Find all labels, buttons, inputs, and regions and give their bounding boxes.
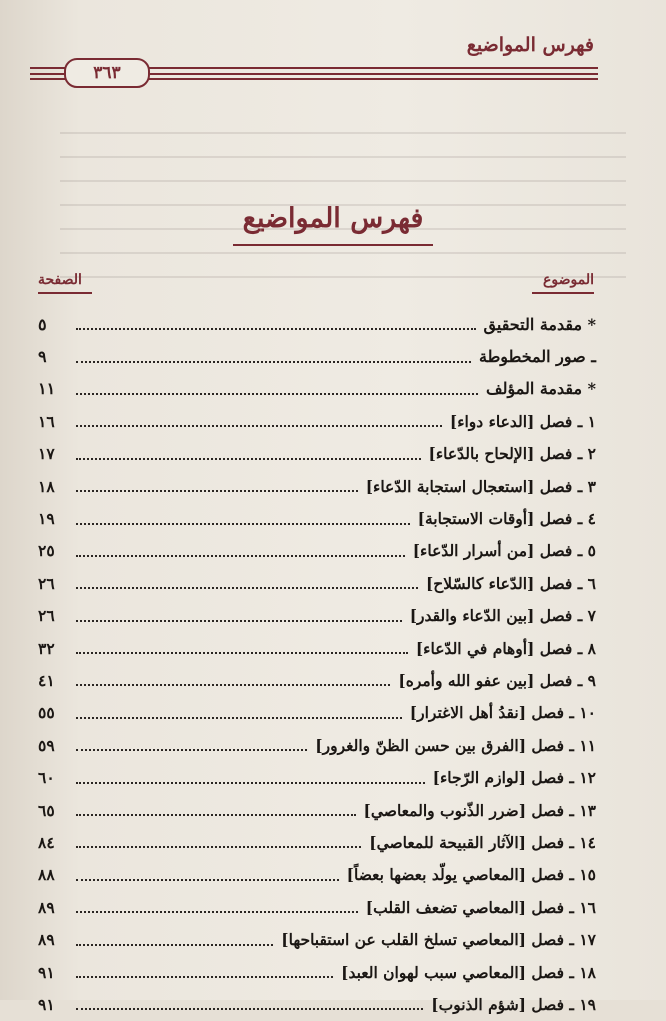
dot-leader (76, 393, 478, 395)
toc-entry (38, 340, 596, 372)
running-header-title: فهرس المواضيع (466, 34, 594, 56)
toc-entry (38, 794, 596, 826)
toc-entry (38, 405, 596, 437)
toc-entry (38, 826, 596, 858)
dot-leader (76, 911, 358, 913)
toc-entry-title: ٨ ـ فصل [أوهام في الدّعاء] (415, 638, 596, 658)
subject-column-header: الموضوع (543, 272, 594, 288)
toc-entry-title: ٧ ـ فصل [بين الدّعاء والقدر] (409, 606, 596, 626)
toc-entry-title: ٩ ـ فصل [بين عفو الله وأمره] (398, 670, 596, 690)
toc-entry (38, 535, 596, 567)
toc-entry (38, 502, 596, 534)
toc-entry-page: ٣٢ (38, 638, 55, 658)
toc-entry-page: ٨٩ (38, 897, 55, 917)
toc-entry-page: ٨٤ (38, 832, 55, 852)
toc-entry-title: ١٠ ـ فصل [نقدُ أهل الاغترار] (409, 703, 596, 723)
dot-leader (76, 684, 390, 686)
page-number-badge: ٣٦٣ (64, 58, 150, 88)
dot-leader (76, 976, 333, 978)
dot-leader (76, 717, 402, 719)
toc-entry-title: ١١ ـ فصل [الفرق بين حسن الظنّ والغرور] (315, 735, 596, 755)
toc-entry-title: ـ صور المخطوطة (478, 347, 596, 367)
toc-entry (38, 632, 596, 664)
toc-entry-title: ٤ ـ فصل [أوقات الاستجابة] (417, 509, 596, 529)
dot-leader (76, 846, 361, 848)
dot-leader (76, 490, 358, 492)
toc-entry-title: ١٥ ـ فصل [المعاصي يولّد بعضها بعضاً] (346, 865, 596, 885)
toc-entry-title: ١٢ ـ فصل [لوازم الرّجاء] (432, 768, 596, 788)
page-title: فهرس المواضيع (242, 203, 424, 234)
toc-entry (38, 923, 596, 955)
dot-leader (76, 587, 418, 589)
title-underline (233, 244, 433, 246)
toc-entry-title: * مقدمة المؤلف (486, 379, 596, 399)
toc-entry (38, 600, 596, 632)
toc-entry-page: ٩ (38, 347, 47, 367)
dot-leader (76, 782, 425, 784)
toc-entry (38, 470, 596, 502)
toc-entry-page: ٦٠ (38, 768, 55, 788)
toc-entry-page: ١١ (38, 379, 56, 399)
toc-entry-title: ٥ ـ فصل [من أسرار الدّعاء] (412, 541, 596, 561)
toc-entry-page: ١٧ (38, 444, 55, 464)
dot-leader (76, 523, 410, 525)
toc-entry (38, 697, 596, 729)
toc-entry-title: ٣ ـ فصل [استعجال استجابة الدّعاء] (365, 476, 596, 496)
toc-entry (38, 859, 596, 891)
toc-entry-page: ١٦ (38, 411, 55, 431)
toc-entry (38, 761, 596, 793)
toc-entry (38, 308, 596, 340)
toc-entry (38, 438, 596, 470)
toc-entry-page: ٢٥ (38, 541, 55, 561)
toc-entry-title: ١ ـ فصل [الدعاء دواء] (449, 411, 596, 431)
toc-entry (38, 729, 596, 761)
dot-leader (76, 652, 408, 654)
toc-entry-page: ٨٩ (38, 930, 55, 950)
dot-leader (76, 458, 421, 460)
toc-entry-page: ٥٩ (38, 735, 55, 755)
toc-entry (38, 891, 596, 923)
dot-leader (76, 879, 339, 881)
toc-entry-page: ٥٥ (38, 703, 55, 723)
page-header-rule (38, 292, 92, 294)
toc-entry-title: ٦ ـ فصل [الدّعاء كالسّلاح] (425, 573, 596, 593)
toc-entry (38, 567, 596, 599)
toc-entry-page: ٢٦ (38, 606, 55, 626)
toc-entry-title: * مقدمة التحقيق (483, 314, 596, 334)
toc-entry-page: ٤١ (38, 670, 55, 690)
subject-header-rule (532, 292, 594, 294)
toc-entry-page: ٩١ (38, 994, 55, 1014)
toc-entry-page: ٩١ (38, 962, 55, 982)
dot-leader (76, 1008, 423, 1010)
toc-entry (38, 988, 596, 1020)
dot-leader (76, 555, 405, 557)
dot-leader (76, 620, 402, 622)
toc-entry (38, 956, 596, 988)
toc-entry (38, 664, 596, 696)
toc-entry-page: ١٨ (38, 476, 55, 496)
table-of-contents (38, 308, 596, 1021)
toc-entry-title: ١٦ ـ فصل [المعاصي تضعف القلب] (365, 897, 596, 917)
dot-leader (76, 749, 307, 751)
toc-entry (38, 373, 596, 405)
toc-entry-title: ١٧ ـ فصل [المعاصي تسلخ القلب عن استقباحها] (281, 930, 596, 950)
toc-entry-title: ١٣ ـ فصل [ضرر الذّنوب والمعاصي] (363, 800, 596, 820)
toc-entry-page: ٢٦ (38, 573, 55, 593)
page-column-header: الصفحة (38, 272, 82, 288)
toc-entry-title: ١٩ ـ فصل [شؤم الذنوب] (431, 994, 596, 1014)
dot-leader (76, 814, 356, 816)
toc-entry-page: ٦٥ (38, 800, 55, 820)
toc-entry-page: ١٩ (38, 509, 55, 529)
dot-leader (76, 328, 476, 330)
toc-entry-title: ٢ ـ فصل [الإلحاح بالدّعاء] (428, 444, 596, 464)
toc-entry-page: ٨٨ (38, 865, 55, 885)
dot-leader (76, 425, 442, 427)
toc-entry-title: ١٨ ـ فصل [المعاصي سبب لهوان العبد] (341, 962, 596, 982)
toc-entry-title: ١٤ ـ فصل [الآثار القبيحة للمعاصي] (369, 832, 596, 852)
dot-leader (76, 361, 471, 363)
toc-entry-page: ٥ (38, 314, 47, 334)
dot-leader (76, 944, 273, 946)
